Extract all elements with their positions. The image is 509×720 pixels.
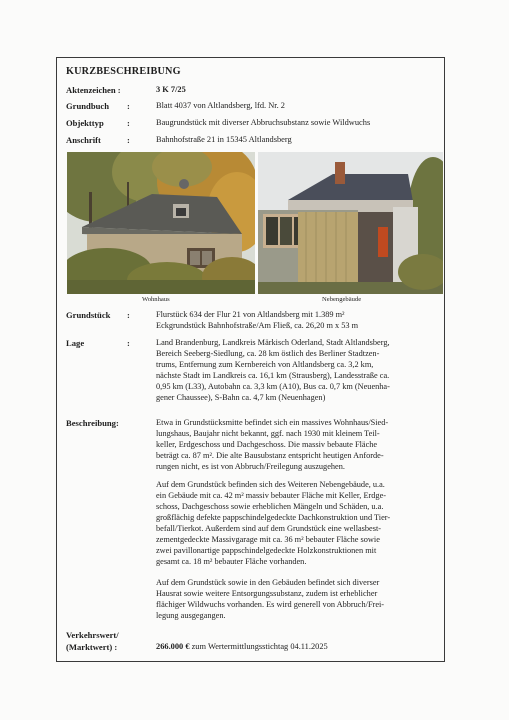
lage-line: Bereich Seeberg-Siedlung, ca. 28 km östlich des Berliner Stadtzen-	[156, 349, 380, 358]
anschrift-label: Anschrift	[66, 135, 101, 145]
beschreibung-line: lungshaus, Baujahr nicht bekannt, ggf. nach 1930 mit kleinem Teil-	[156, 429, 380, 438]
anschrift-value: Bahnhofstraße 21 in 15345 Altlandsberg	[156, 135, 292, 144]
lage-line: Land Brandenburg, Landkreis Märkisch Oderland, Stadt Altlandsberg,	[156, 338, 390, 347]
beschreibung-line: zementgedeckte Massivgarage mit ca. 36 m² bebauter Fläche sowie	[156, 535, 380, 544]
objekttyp-label: Objekttyp	[66, 118, 104, 128]
verkehrswert-amount: 266.000 €	[156, 642, 190, 651]
beschreibung-line: gesamt ca. 18 m² bebauter Fläche vorhanden.	[156, 557, 307, 566]
beschreibung-line: Auf dem Grundstück befinden sich des Weiteren Nebengebäude, u.a.	[156, 480, 385, 489]
anschrift-colon: :	[127, 135, 130, 145]
objekttyp-colon: :	[127, 118, 130, 128]
wohnhaus-photo	[67, 152, 255, 294]
nebengebaeude-caption: Nebengebäude	[322, 296, 362, 303]
nebengebaeude-photo	[258, 152, 443, 294]
beschreibung-line: flächiger Wildwuchs vorhanden. Es wird generell von Abbruch/Frei-	[156, 600, 385, 609]
beschreibung-line: Hausrat sowie weitere Entsorgungssubstanz, zudem ist erheblicher	[156, 589, 378, 598]
wohnhaus-caption: Wohnhaus	[142, 296, 170, 303]
grundstueck-line: Eckgrundstück Bahnhofstraße/Am Fließ, ca. 26,20 m x 53 m	[156, 321, 359, 330]
grundstueck-colon: :	[127, 310, 130, 320]
lage-colon: :	[127, 338, 130, 348]
beschreibung-line: legung ausgegangen.	[156, 611, 226, 620]
beschreibung-line: Etwa in Grundstücksmitte befindet sich ein massives Wohnhaus/Sied-	[156, 418, 389, 427]
lage-text	[156, 337, 439, 403]
lage-line: gener Chaussee), S-Bahn ca. 4,7 km (Neuenhagen)	[156, 393, 326, 402]
beschreibung-line: keller, Erdgeschoss und Dachgeschoss. Die massiv bebaute Fläche	[156, 440, 378, 449]
lage-line: trums, Entfernung zum Kernbereich von Altlandsberg ca. 3,2 km,	[156, 360, 374, 369]
beschreibung-line: schoss, Dachgeschoss sowie erheblichen Mängeln und Schäden, u.a.	[156, 502, 384, 511]
lage-line: nächste Stadt im Landkreis ca. 16,1 km (Strausberg), Landesstraße ca.	[156, 371, 390, 380]
lage-label: Lage	[66, 338, 85, 348]
beschreibung-para3	[156, 577, 439, 621]
aktenzeichen-value: 3 K 7/25	[156, 85, 186, 94]
beschreibung-line: zwei pavillonartige pappschindelgedeckte Holzkonstruktionen mit	[156, 546, 377, 555]
lage-line: 0,95 km (L33), Autobahn ca. 3,3 km (A10), Bus ca. 0,7 km (Neuenha-	[156, 382, 390, 391]
document-heading: KURZBESCHREIBUNG	[66, 66, 181, 77]
aktenzeichen-label: Aktenzeichen :	[66, 85, 121, 95]
verkehrswert-value	[156, 643, 328, 651]
verkehrswert-label: Verkehrswert/	[66, 630, 119, 640]
beschreibung-label: Beschreibung:	[66, 418, 119, 428]
grundstueck-text	[156, 309, 439, 331]
beschreibung-line: Auf dem Grundstück sowie in den Gebäuden befindet sich diverser	[156, 578, 380, 587]
beschreibung-line: ein Gebäude mit ca. 42 m² massiv bebauter Fläche mit Keller, Erdge-	[156, 491, 387, 500]
objekttyp-value: Baugrundstück mit diverser Abbruchsubstanz sowie Wildwuchs	[156, 118, 371, 127]
beschreibung-line: beträgt ca. 87 m². Die alte Bausubstanz entspricht heutigen Anforde-	[156, 451, 384, 460]
beschreibung-line: befall/Tierkot. Außerdem sind auf dem Grundstück eine wellasbest-	[156, 524, 382, 533]
beschreibung-line: rungen nicht, es ist von Abbruch/Freilegung auszugehen.	[156, 462, 345, 471]
grundstueck-label: Grundstück	[66, 310, 111, 320]
beschreibung-line: großflächig defekte pappschindelgedeckte Dachkonstruktion und Tier-	[156, 513, 391, 522]
marktwert-label: (Marktwert) :	[66, 642, 118, 652]
grundbuch-colon: :	[127, 101, 130, 111]
verkehrswert-date-text: zum Wertermittlungsstichtag 04.11.2025	[191, 642, 328, 651]
beschreibung-para2	[156, 479, 439, 567]
grundbuch-value: Blatt 4037 von Altlandsberg, lfd. Nr. 2	[156, 101, 285, 110]
grundstueck-line: Flurstück 634 der Flur 21 von Altlandsberg mit 1.389 m²	[156, 310, 345, 319]
beschreibung-para1	[156, 417, 439, 472]
grundbuch-label: Grundbuch	[66, 101, 109, 111]
